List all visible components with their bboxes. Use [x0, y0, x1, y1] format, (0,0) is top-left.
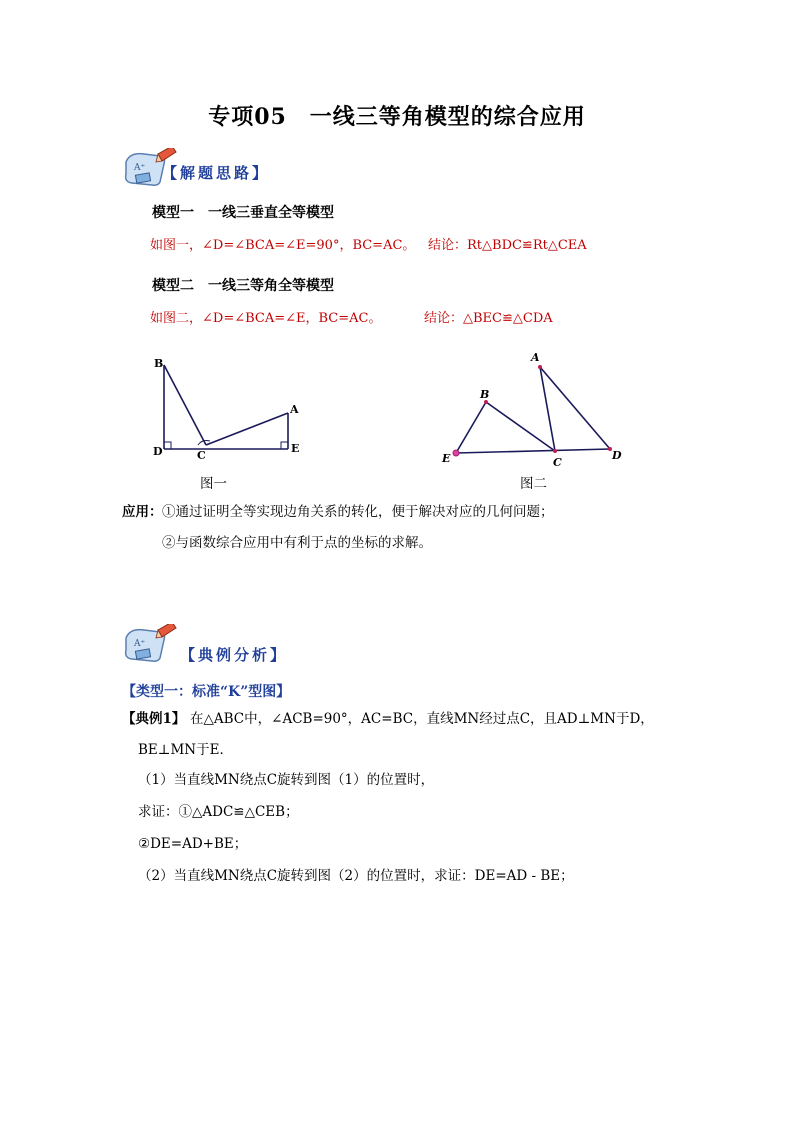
model1-title: 模型一 一线三垂直全等模型	[152, 205, 334, 221]
figure1-diagram	[140, 345, 320, 490]
example1-line-1: 在△ABC中，∠ACB=90°，AC=BC，直线MN经过点C，且AD⊥MN于D，	[190, 711, 654, 727]
model2-condition: 如图二，∠D=∠BCA=∠E，BC=AC。	[150, 311, 382, 326]
section-heading-typical-examples: 【典例分析】	[180, 646, 289, 664]
example1-line-3: （1）当直线MN绕点C旋转到图（1）的位置时，	[138, 772, 435, 788]
model1-conclusion: 结论：Rt△BDC≌Rt△CEA	[428, 238, 587, 253]
example1-tag: 【典例1】	[122, 711, 186, 727]
svg-text:A⁺: A⁺	[134, 163, 146, 173]
example1-line-4: 求证：①△ADC≌△CEB；	[138, 804, 299, 820]
example1-line-5: ②DE=AD+BE；	[138, 836, 248, 852]
figure1-lines	[164, 365, 288, 449]
section-badge-icon-2	[120, 624, 180, 670]
figure2-point-a	[538, 365, 542, 369]
svg-text:A⁺: A⁺	[134, 639, 146, 649]
figure1-label-a: A	[290, 403, 299, 416]
figure1-label-d: D	[153, 445, 163, 458]
figure1-label-c: C	[197, 449, 206, 462]
figure2-label-d: D	[612, 449, 622, 462]
section-heading-solving-ideas: 【解题思路】	[162, 164, 271, 182]
figure2-label-a: A	[531, 351, 540, 364]
figure2-diagram	[430, 345, 630, 475]
figure2-caption: 图二	[520, 476, 547, 492]
figure2-label-b: B	[480, 388, 490, 401]
model2-conclusion: 结论：△BEC≌△CDA	[424, 311, 553, 326]
model1-condition: 如图一，∠D=∠BCA=∠E=90°，BC=AC。	[150, 238, 416, 253]
figure2-point-e	[453, 450, 459, 456]
application-label: 应用：	[122, 504, 163, 520]
example1-line-2: BE⊥MN于E．	[138, 742, 233, 758]
figure1-label-e: E	[291, 442, 300, 455]
figure2-label-e: E	[442, 452, 451, 465]
application-item-2: ②与函数综合应用中有利于点的坐标的求解。	[162, 535, 432, 551]
page-title: 专项05 一线三等角模型的综合应用	[208, 104, 586, 130]
figure2-label-c: C	[553, 456, 562, 469]
model2-title: 模型二 一线三等角全等模型	[152, 278, 334, 294]
figure1-label-b: B	[154, 357, 164, 370]
figure2-point-c	[553, 449, 557, 453]
figure1-caption: 图一	[200, 476, 227, 492]
example1-line-6: （2）当直线MN绕点C旋转到图（2）的位置时，求证：DE=AD - BE；	[138, 868, 574, 884]
type1-heading: 【类型一：标准“K”型图】	[122, 684, 291, 700]
application-item-1: ①通过证明全等实现边角关系的转化，便于解决对应的几何问题；	[162, 504, 554, 520]
figure2-lines	[456, 367, 610, 453]
